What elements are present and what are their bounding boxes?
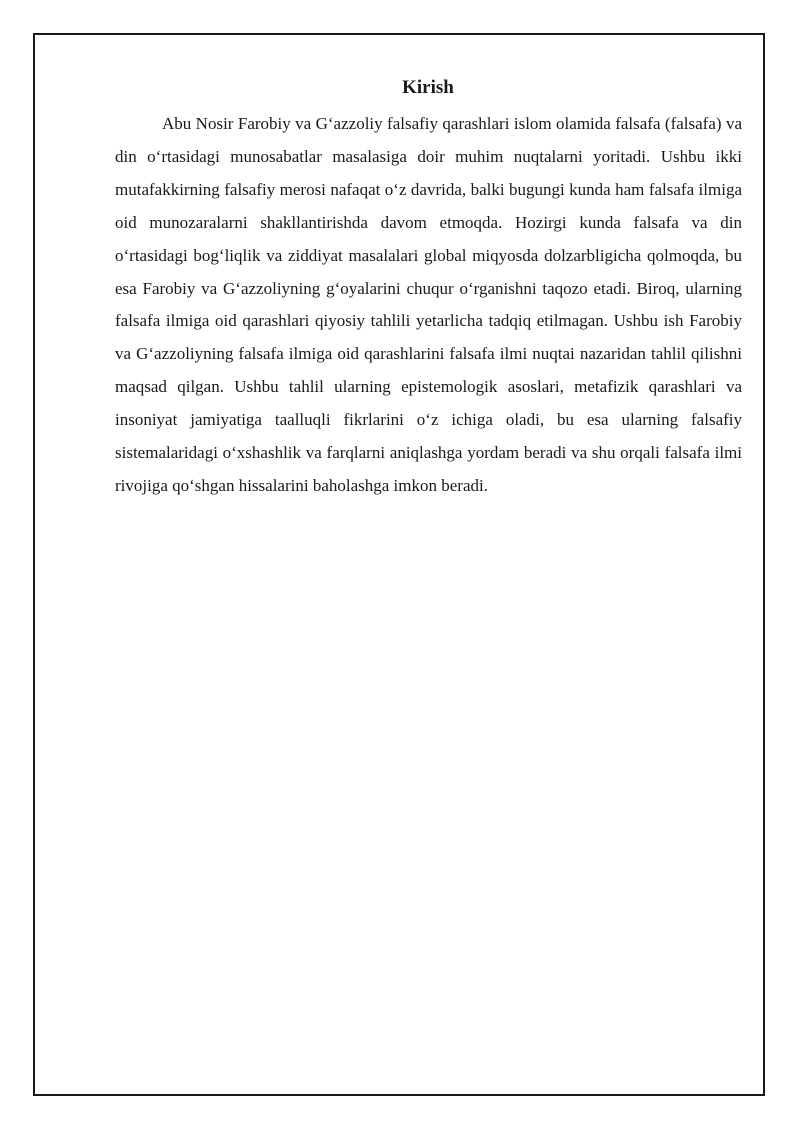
page-title: Kirish — [402, 77, 454, 98]
body-paragraph: Abu Nosir Farobiy va G‘azzoliy falsafiy qarashlari islom olamida falsafa (falsafa) va din o‘rtasidagi munosabatlar masalasiga doir muhim nuqtalarni yoritadi. Ushbu ikki mutafakkirning falsafiy merosi nafaqat o‘z davrida, balki bugungi kunda ham falsafa ilmiga oid munozaralarni shakllantirishda davom etmoqda. Hozirgi kunda falsafa va din o‘rtasidagi bog‘liqlik va ziddiyat masalalari global miqyosda dolzarbligicha qolmoqda, bu esa Farobiy va G‘azzoliyning g‘oyalarini chuqur o‘rganishni taqozo etadi. Biroq, ularning falsafa ilmiga oid qarashlari qiyosiy tahlili yetarlicha tadqiq etilmagan. Ushbu ish Farobiy va G‘azzoliyning falsafa ilmiga oid qarashlarini falsafa ilmi nuqtai nazaridan tahlil qilishni maqsad qilgan. Ushbu tahlil ularning epistemologik asoslari, metafizik qarashlari va insoniyat jamiyatiga taalluqli fikrlarini o‘z ichiga oladi, bu esa ularning falsafiy sistemalaridagi o‘xshashlik va farqlarni aniqlashga yordam beradi va shu orqali falsafa ilmi rivojiga qo‘shgan hissalarini baholashga imkon beradi. — [115, 114, 742, 495]
